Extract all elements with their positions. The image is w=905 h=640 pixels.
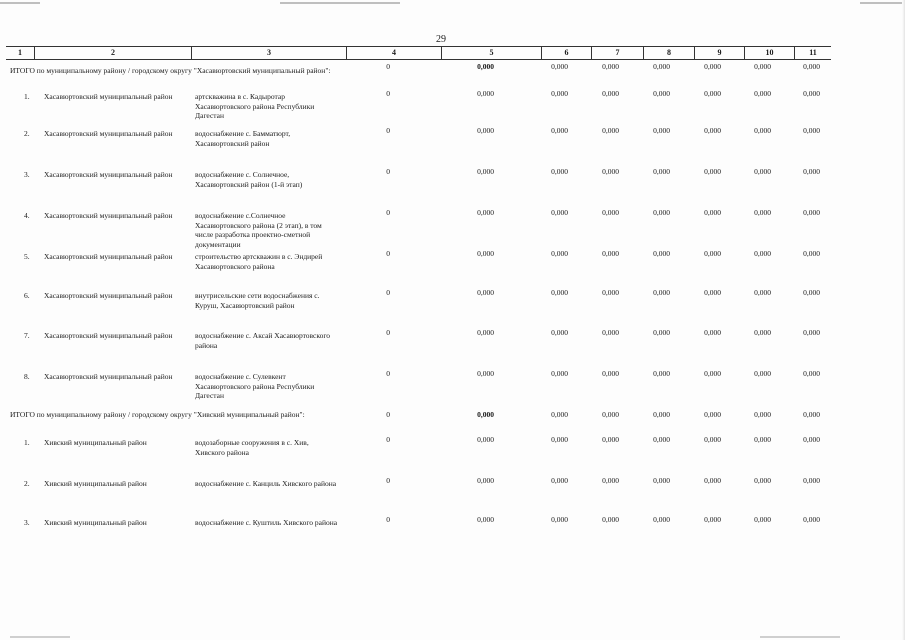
row-value: 0,000 [602,369,619,378]
object-name: водоснабжение с. Канциль Хивского района [195,479,337,488]
row-number: 7. [24,331,30,340]
row-value: 0,000 [477,126,494,135]
object-name: внутрисельские сети водоснабжения с. Куруш, Хасавюртовский район [195,291,320,310]
row-value: 0,000 [803,435,820,444]
district-name: Хасавюртовский муниципальный район [44,129,173,138]
row-value: 0,000 [803,369,820,378]
group-total-value: 0,000 [754,62,771,71]
row-value: 0,000 [602,126,619,135]
group-total-value: 0,000 [602,62,619,71]
column-header-3: 3 [191,47,346,59]
district-name: Хасавюртовский муниципальный район [44,372,173,381]
column-header-4: 4 [346,47,441,59]
row-value: 0,000 [602,288,619,297]
district-name: Хасавюртовский муниципальный район [44,211,173,220]
row-value: 0,000 [477,288,494,297]
row-value: 0,000 [653,369,670,378]
row-value: 0,000 [602,167,619,176]
district-name: Хасавюртовский муниципальный район [44,92,173,101]
group-total-value: 0,000 [653,410,670,419]
group-total-value: 0,000 [602,410,619,419]
row-value: 0,000 [704,328,721,337]
row-value: 0,000 [754,288,771,297]
object-name: водоснабжение с. Солнечное, Хасавюртовский район (1-й этап) [195,170,303,189]
row-value: 0,000 [477,435,494,444]
row-value: 0,000 [704,126,721,135]
group-total-value: 0,000 [653,62,670,71]
row-value: 0,000 [653,328,670,337]
row-value: 0,000 [754,476,771,485]
row-value: 0,000 [754,515,771,524]
row-value: 0,000 [803,328,820,337]
row-value: 0,000 [602,89,619,98]
object-name: водозаборные сооружения в с. Хив, Хивского района [195,438,309,457]
row-value: 0,000 [653,435,670,444]
column-header-11: 11 [794,47,831,59]
object-name: водоснабжение с. Куштиль Хивского района [195,518,338,527]
group-total-value: 0 [386,62,390,71]
row-number: 4. [24,211,30,220]
row-value: 0,000 [653,288,670,297]
row-value: 0,000 [551,369,568,378]
object-name: водоснабжение с.Солнечное Хасавюртовского района (2 этап), в том числе разработка проектно-сметной документации [195,211,322,249]
group-total-value: 0,000 [551,62,568,71]
group-total-label: ИТОГО по муниципальному району / городскому округу "Хивский муниципальный район": [10,410,305,419]
row-value: 0,000 [653,249,670,258]
row-value: 0,000 [704,249,721,258]
district-name: Хивский муниципальный район [44,479,147,488]
row-value: 0,000 [704,515,721,524]
page-number: 29 [436,34,446,45]
group-total-value: 0,000 [477,410,494,419]
scan-artifact-top [0,0,905,8]
row-value: 0,000 [551,167,568,176]
row-value: 0,000 [551,328,568,337]
group-total-label: ИТОГО по муниципальному району / городскому округу "Хасавюртовский муниципальный район": [10,66,331,75]
column-header-8: 8 [643,47,694,59]
column-header-9: 9 [694,47,744,59]
row-number: 3. [24,170,30,179]
row-value: 0,000 [704,369,721,378]
row-number: 3. [24,518,30,527]
row-value: 0,000 [602,249,619,258]
group-total-value: 0,000 [704,62,721,71]
row-value: 0 [386,288,390,297]
row-value: 0,000 [803,89,820,98]
row-number: 8. [24,372,30,381]
row-value: 0,000 [754,89,771,98]
group-total-value: 0,000 [803,62,820,71]
column-header-5: 5 [441,47,541,59]
row-value: 0,000 [754,435,771,444]
row-value: 0,000 [754,208,771,217]
row-value: 0,000 [803,476,820,485]
row-value: 0,000 [477,167,494,176]
row-value: 0,000 [551,249,568,258]
row-value: 0,000 [477,208,494,217]
object-name: артскважина в с. Кадыротар Хасавюртовского района Республики Дагестан [195,92,315,120]
row-value: 0,000 [653,208,670,217]
district-name: Хасавюртовский муниципальный район [44,331,173,340]
row-value: 0,000 [704,208,721,217]
row-value: 0,000 [803,515,820,524]
district-name: Хасавюртовский муниципальный район [44,170,173,179]
row-value: 0,000 [653,515,670,524]
row-value: 0,000 [477,515,494,524]
row-value: 0,000 [551,126,568,135]
group-total-value: 0,000 [754,410,771,419]
row-value: 0,000 [551,515,568,524]
row-value: 0,000 [602,515,619,524]
object-name: водоснабжение с. Бамматюрт, Хасавюртовский район [195,129,291,148]
district-name: Хасавюртовский муниципальный район [44,252,173,261]
column-header-2: 2 [34,47,191,59]
row-value: 0,000 [477,328,494,337]
row-value: 0,000 [477,476,494,485]
district-name: Хасавюртовский муниципальный район [44,291,173,300]
row-value: 0 [386,167,390,176]
row-value: 0,000 [602,208,619,217]
group-total-value: 0 [386,410,390,419]
column-header-1: 1 [18,48,22,57]
row-number: 5. [24,252,30,261]
row-value: 0,000 [477,249,494,258]
row-value: 0,000 [803,288,820,297]
row-value: 0 [386,435,390,444]
row-value: 0 [386,249,390,258]
row-value: 0,000 [653,167,670,176]
column-header-10: 10 [744,47,794,59]
district-name: Хивский муниципальный район [44,438,147,447]
row-value: 0,000 [754,369,771,378]
row-value: 0 [386,89,390,98]
row-value: 0,000 [653,126,670,135]
district-name: Хивский муниципальный район [44,518,147,527]
row-value: 0 [386,476,390,485]
row-value: 0,000 [754,328,771,337]
row-value: 0,000 [704,167,721,176]
row-value: 0,000 [602,328,619,337]
row-value: 0,000 [551,288,568,297]
column-header-7: 7 [591,47,643,59]
row-value: 0,000 [803,167,820,176]
row-value: 0,000 [551,435,568,444]
row-value: 0,000 [754,167,771,176]
row-value: 0 [386,328,390,337]
row-value: 0,000 [551,476,568,485]
group-total-value: 0,000 [803,410,820,419]
row-number: 1. [24,92,30,101]
row-value: 0 [386,126,390,135]
row-value: 0 [386,369,390,378]
row-number: 6. [24,291,30,300]
group-total-value: 0,000 [704,410,721,419]
row-value: 0,000 [477,89,494,98]
object-name: водоснабжение с. Аксай Хасавюртовского района [195,331,331,350]
column-header-6: 6 [541,47,591,59]
row-value: 0,000 [477,369,494,378]
row-value: 0,000 [602,435,619,444]
row-value: 0,000 [653,89,670,98]
row-value: 0,000 [704,89,721,98]
row-value: 0,000 [551,208,568,217]
group-total-value: 0,000 [551,410,568,419]
object-name: водоснабжение с. Сулевкент Хасавюртовского района Республики Дагестан [195,372,315,400]
group-total-value: 0,000 [477,62,494,71]
row-value: 0,000 [653,476,670,485]
row-value: 0,000 [803,249,820,258]
table-header-row [6,47,831,60]
row-value: 0,000 [754,249,771,258]
row-number: 1. [24,438,30,447]
row-value: 0,000 [602,476,619,485]
row-value: 0,000 [754,126,771,135]
row-value: 0 [386,515,390,524]
row-value: 0 [386,208,390,217]
row-value: 0,000 [803,126,820,135]
row-value: 0,000 [803,208,820,217]
row-value: 0,000 [704,435,721,444]
row-value: 0,000 [704,288,721,297]
row-value: 0,000 [704,476,721,485]
scan-artifact-bottom [0,630,905,640]
object-name: строительство артскважин в с. Эндирей Хасавюртовского района [195,252,323,271]
row-number: 2. [24,479,30,488]
row-number: 2. [24,129,30,138]
row-value: 0,000 [551,89,568,98]
